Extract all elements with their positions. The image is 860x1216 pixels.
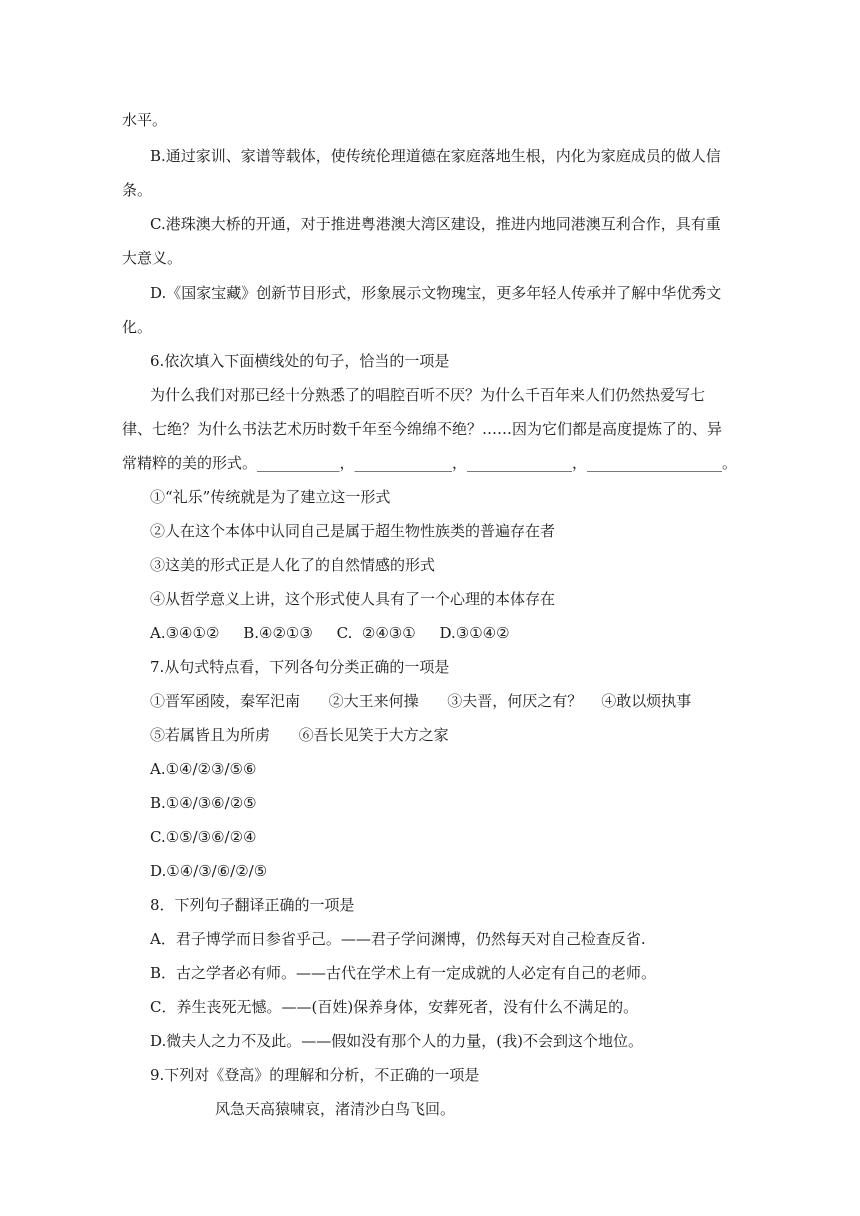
question-8-option-c: C．养生丧死无憾。——(百姓)保养身体，安葬死者，没有什么不满足的。	[150, 998, 639, 1016]
passage-blanks-line: 常精粹的美的形式。___________，_____________，______________，__________________。	[122, 454, 738, 472]
sentence-4: ④从哲学意义上讲，这个形式使人具有了一个心理的本体存在	[150, 590, 556, 608]
question-7-sentences: ①晋军函陵，秦军汜南 ②大王来何操 ③夫晋，何厌之有？ ④敢以烦执事	[150, 692, 692, 710]
passage-line: 律、七绝？为什么书法艺术历时数千年至今绵绵不绝？……因为它们都是高度提炼了的、异	[122, 420, 723, 438]
question-8-option-b: B．古之学者必有师。——古代在学术上有一定成就的人必定有自己的老师。	[150, 964, 657, 982]
question-8-option-a: A．君子博学而日参省乎己。——君子学问渊博，仍然每天对自己检查反省.	[150, 930, 646, 948]
question-7-option-b: B.①④/③⑥/②⑤	[150, 794, 257, 812]
text-line: 水平。	[122, 111, 168, 129]
question-9-title: 9.下列对《登高》的理解和分析，不正确的一项是	[150, 1066, 480, 1084]
passage-line: 为什么我们对那已经十分熟悉了的唱腔百听不厌？为什么千百年来人们仍然热爱写七	[150, 386, 706, 404]
sentence-1: ①“礼乐”传统就是为了建立这一形式	[150, 488, 391, 506]
text-line: 条。	[122, 181, 153, 199]
sentence-2: ②人在这个本体中认同自己是属于超生物性族类的普遍存在者	[150, 522, 556, 540]
question-8-title: 8．下列句子翻译正确的一项是	[150, 896, 355, 914]
text-line: 大意义。	[122, 249, 183, 267]
question-8-option-d: D.微夫人之力不及此。——假如没有那个人的力量，(我)不会到这个地位。	[150, 1032, 643, 1050]
question-7-title: 7.从句式特点看，下列各句分类正确的一项是	[150, 658, 450, 676]
option-c-line: C.港珠澳大桥的开通，对于推进粤港澳大湾区建设，推进内地同港澳互利合作，具有重	[150, 215, 721, 233]
text-line: 化。	[122, 318, 153, 336]
sentence-3: ③这美的形式正是人化了的自然情感的形式	[150, 556, 436, 574]
question-7-option-c: C.①⑤/③⑥/②④	[150, 828, 257, 846]
question-7-sentences: ⑤若属皆且为所虏 ⑥吾长见笑于大方之家	[150, 726, 449, 744]
option-d-line: D.《国家宝藏》创新节目形式，形象展示文物瑰宝，更多年轻人传承并了解中华优秀文	[150, 284, 722, 302]
question-7-option-a: A.①④/②③/⑤⑥	[150, 760, 257, 778]
option-b-line: B.通过家训、家谱等载体，使传统伦理道德在家庭落地生根，内化为家庭成员的做人信	[150, 147, 721, 165]
poem-line: 风急天高猿啸哀，渚清沙白鸟飞回。	[215, 1100, 456, 1118]
question-6-options: A.③④①② B.④②①③ C. ②④③① D.③①④②	[150, 624, 510, 642]
question-7-option-d: D.①④/③/⑥/②/⑤	[150, 862, 268, 880]
question-6-title: 6.依次填入下面横线处的句子，恰当的一项是	[150, 352, 450, 370]
